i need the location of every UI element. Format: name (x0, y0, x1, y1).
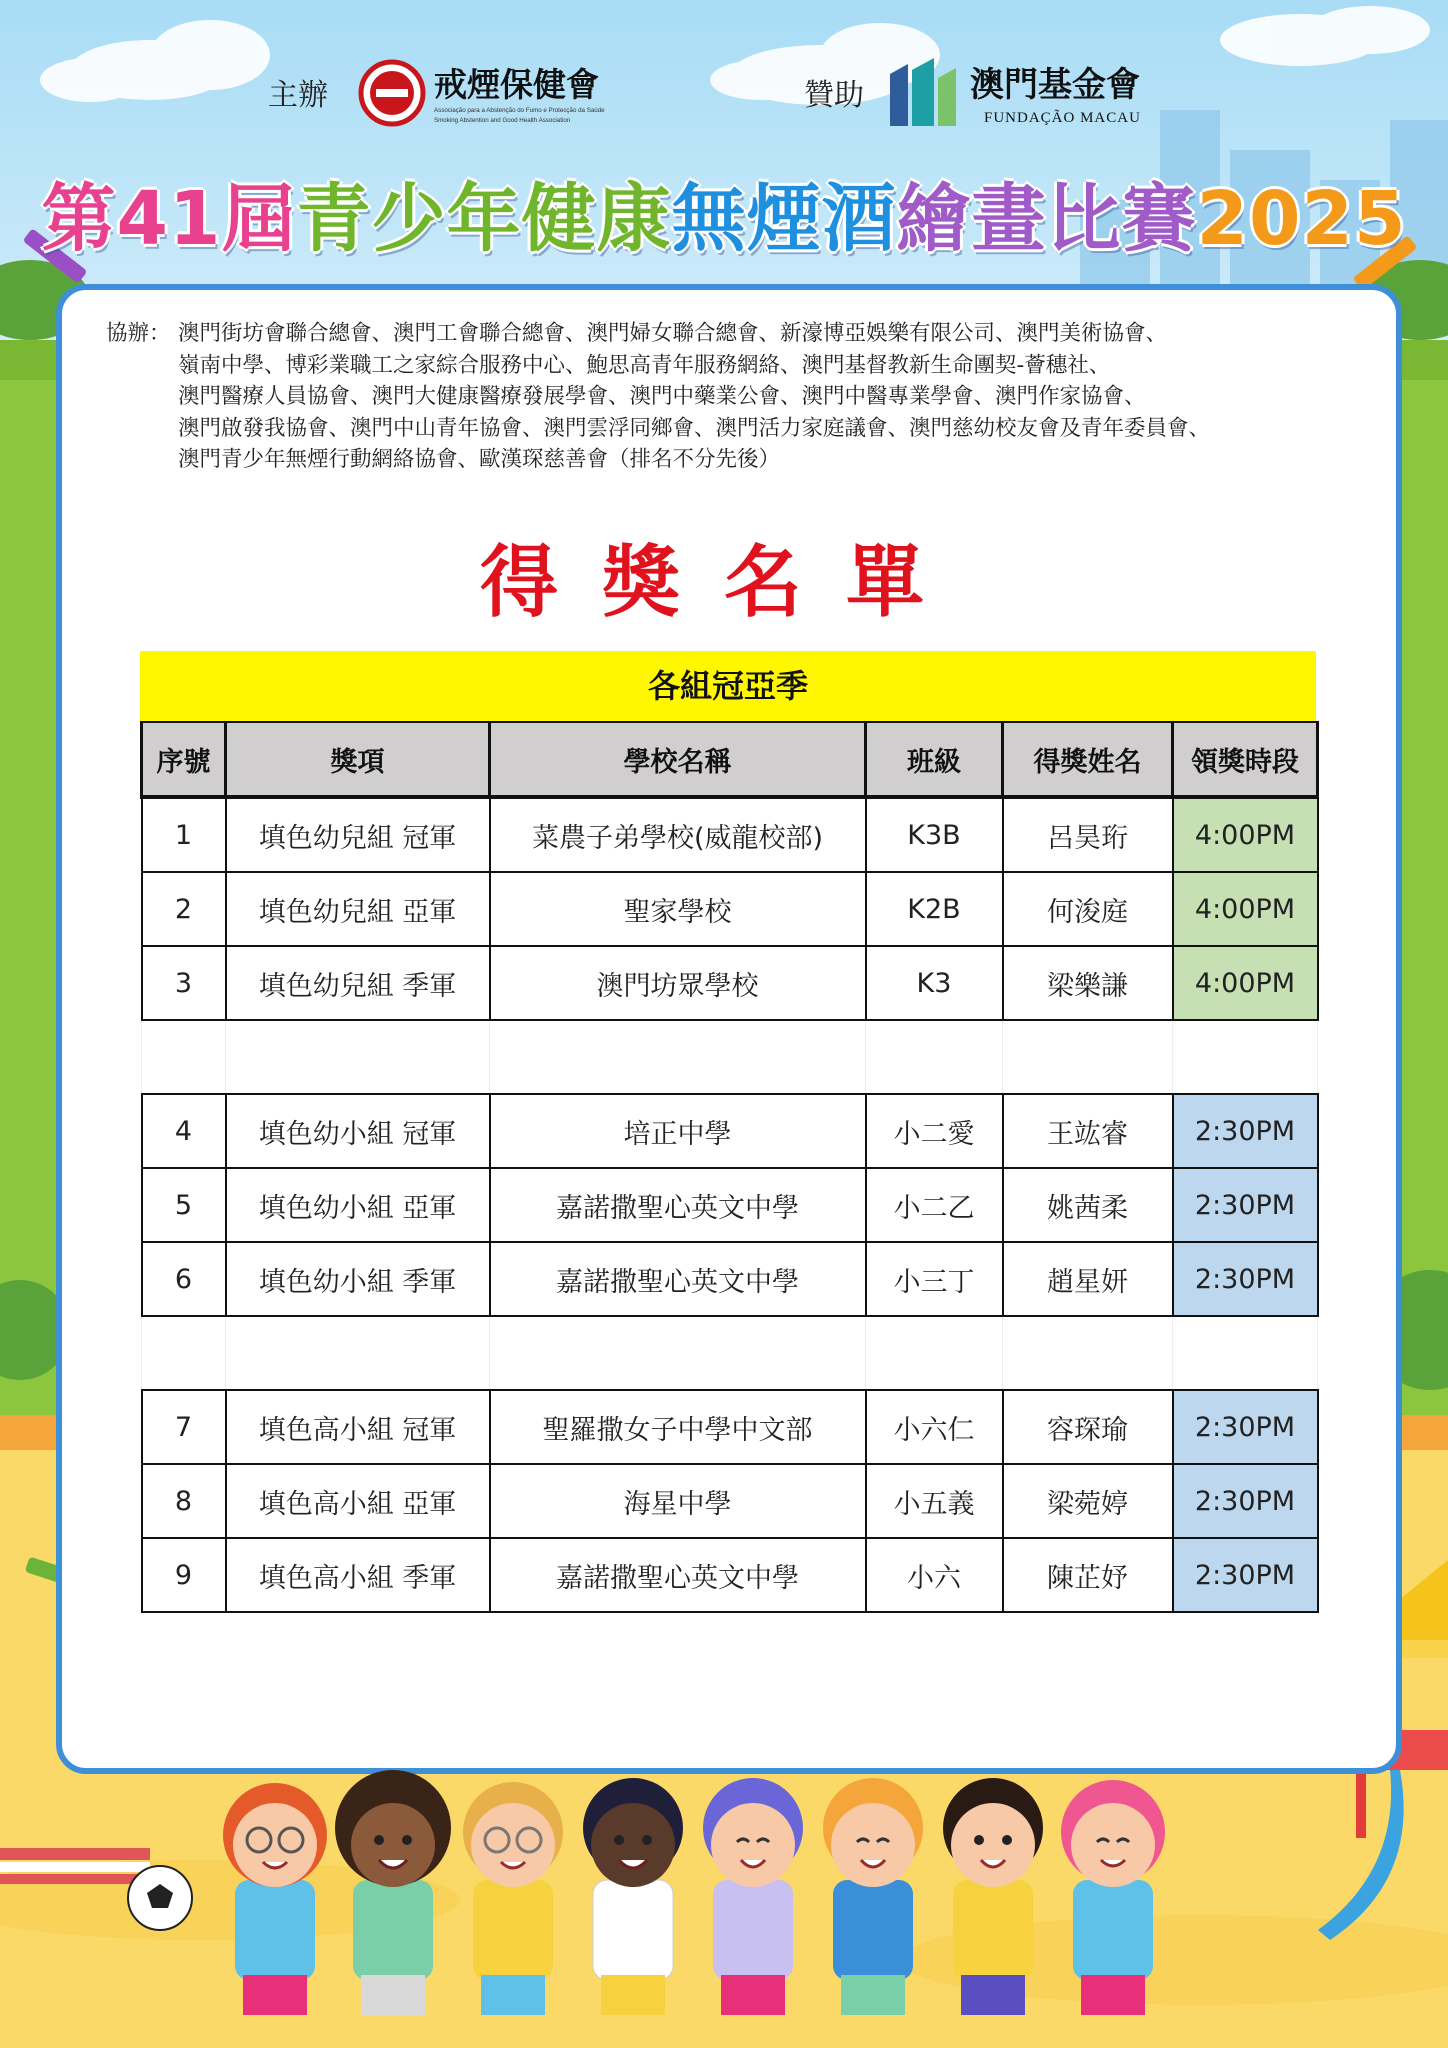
organizer-label: 主辦 (268, 78, 328, 113)
table-banner: 各組冠亞季 (140, 651, 1316, 721)
table-row (142, 1390, 1318, 1464)
column-header-time: 領獎時段 (1173, 722, 1318, 797)
cell-school: 澳門坊眾學校 (490, 946, 866, 1020)
child-figure-3 (463, 1782, 563, 2015)
cell-no: 7 (142, 1390, 226, 1464)
title-part-year: 2025 (1196, 176, 1407, 262)
table-row (142, 1464, 1318, 1538)
organizer-logo-name: 戒煙保健會 (434, 65, 599, 104)
co-organizers-line: 澳門街坊會聯合總會、澳門工會聯合總會、澳門婦女聯合總會、新濠博亞娛樂有限公司、澳門美術協會、 (178, 321, 1168, 346)
title-part-smoke-free: 無煙酒 (671, 176, 897, 262)
child-figure-2 (335, 1770, 451, 2015)
cell-time: 2:30PM (1173, 1538, 1318, 1612)
cell-school: 嘉諾撒聖心英文中學 (490, 1242, 866, 1316)
soccer-ball-icon (128, 1866, 192, 1930)
cell-award: 填色幼小組 冠軍 (226, 1094, 490, 1168)
co-organizers-line: 澳門啟發我協會、澳門中山青年協會、澳門雲浮同鄉會、澳門活力家庭議會、澳門慈幼校友會及青年委員會、 (178, 415, 1211, 441)
cell-time: 2:30PM (1173, 1464, 1318, 1538)
cell-name: 容琛瑜 (1003, 1390, 1173, 1464)
co-organizers-line: 澳門青少年無煙行動網絡協會、歐漢琛慈善會（排名不分先後） (178, 447, 781, 472)
cell-school: 嘉諾撒聖心英文中學 (490, 1538, 866, 1612)
cell-name: 王竑睿 (1003, 1094, 1173, 1168)
cell-award: 填色高小組 季軍 (226, 1538, 490, 1612)
cell-award: 填色幼兒組 亞軍 (226, 872, 490, 946)
cell-no: 3 (142, 946, 226, 1020)
title-part-drawing-contest: 繪畫比賽 (896, 176, 1197, 262)
cell-award: 填色幼小組 季軍 (226, 1242, 490, 1316)
cell-name: 呂昊珩 (1003, 797, 1173, 872)
cell-no: 9 (142, 1538, 226, 1612)
child-figure-1 (223, 1783, 327, 2015)
cell-time: 4:00PM (1173, 872, 1318, 946)
cell-class: 小二愛 (866, 1094, 1003, 1168)
child-figure-4 (583, 1778, 683, 2015)
cell-time: 4:00PM (1173, 946, 1318, 1020)
child-figure-8 (1061, 1780, 1165, 2015)
main-title (0, 160, 1448, 266)
cell-name: 梁菀婷 (1003, 1464, 1173, 1538)
child-figure-6 (823, 1778, 923, 2015)
table-row (142, 797, 1318, 872)
column-header-award: 獎項 (226, 722, 490, 797)
child-figure-7 (943, 1778, 1043, 2015)
cell-name: 趙星妍 (1003, 1242, 1173, 1316)
cell-school: 聖家學校 (490, 872, 866, 946)
co-organizers-line: 澳門醫療人員協會、澳門大健康醫療發展學會、澳門中藥業公會、澳門中醫專業學會、澳門作家協會、 (178, 384, 1146, 409)
table-row (142, 1538, 1318, 1612)
cell-no: 4 (142, 1094, 226, 1168)
cell-award: 填色高小組 亞軍 (226, 1464, 490, 1538)
cell-award: 填色幼小組 亞軍 (226, 1168, 490, 1242)
cell-school: 嘉諾撒聖心英文中學 (490, 1168, 866, 1242)
cell-class: K3 (866, 946, 1003, 1020)
child-figure-5 (703, 1778, 803, 2015)
cell-name: 梁樂謙 (1003, 946, 1173, 1020)
cell-school: 聖羅撒女子中學中文部 (490, 1390, 866, 1464)
organizer-logo (358, 56, 658, 130)
cell-time: 2:30PM (1173, 1094, 1318, 1168)
organizer-logo-subtitle-pt: Associação para a Abstenção do Fumo e Protecção da Saúde (434, 107, 605, 114)
cell-no: 8 (142, 1464, 226, 1538)
sponsor-logo-subtitle: FUNDAÇÃO MACAU (984, 110, 1141, 126)
cell-class: 小六仁 (866, 1390, 1003, 1464)
cell-award: 填色幼兒組 冠軍 (226, 797, 490, 872)
title-part-edition: 第41屆 (41, 176, 297, 262)
cell-class: K2B (866, 872, 1003, 946)
cell-time: 4:00PM (1173, 797, 1318, 872)
cell-time: 2:30PM (1173, 1390, 1318, 1464)
table-row (142, 872, 1318, 946)
cell-award: 填色幼兒組 季軍 (226, 946, 490, 1020)
cell-no: 6 (142, 1242, 226, 1316)
co-organizers-line: 嶺南中學、博彩業職工之家綜合服務中心、鮑思高青年服務網絡、澳門基督教新生命團契-薈穗社、 (178, 352, 1111, 378)
cell-name: 姚茜柔 (1003, 1168, 1173, 1242)
children-illustration (215, 1740, 1245, 2040)
cell-time: 2:30PM (1173, 1242, 1318, 1316)
sponsor-logo-name: 澳門基金會 (970, 65, 1140, 105)
column-header-no: 序號 (142, 722, 226, 797)
award-list-heading: 得獎名單 (479, 537, 968, 628)
table-row (142, 946, 1318, 1020)
cell-no: 5 (142, 1168, 226, 1242)
table-header-row (142, 722, 1318, 797)
cell-time: 2:30PM (1173, 1168, 1318, 1242)
title-part-youth-health: 青少年健康 (296, 176, 672, 262)
cell-no: 2 (142, 872, 226, 946)
sponsor-logo (886, 56, 1186, 130)
table-spacer-row (142, 1020, 1318, 1094)
cell-school: 培正中學 (490, 1094, 866, 1168)
table-row (142, 1168, 1318, 1242)
cell-class: 小五義 (866, 1464, 1003, 1538)
table-spacer-row (142, 1316, 1318, 1390)
header (0, 52, 1448, 132)
cell-award: 填色高小組 冠軍 (226, 1390, 490, 1464)
cell-class: 小二乙 (866, 1168, 1003, 1242)
column-header-name: 得獎姓名 (1003, 722, 1173, 797)
cell-school: 菜農子弟學校(威龍校部) (490, 797, 866, 872)
cell-no: 1 (142, 797, 226, 872)
organizer-logo-subtitle-en: Smoking Abstention and Good Health Association (434, 117, 571, 124)
cell-name: 陳芷妤 (1003, 1538, 1173, 1612)
cell-class: 小三丁 (866, 1242, 1003, 1316)
winners-table (140, 721, 1319, 1613)
column-header-class: 班級 (866, 722, 1003, 797)
column-header-school: 學校名稱 (490, 722, 866, 797)
winners-table-section (140, 651, 1316, 1613)
cell-name: 何浚庭 (1003, 872, 1173, 946)
cell-class: K3B (866, 797, 1003, 872)
cell-school: 海星中學 (490, 1464, 866, 1538)
co-organizers-label: 協辦： (106, 321, 171, 346)
sponsor-label: 贊助 (804, 78, 864, 113)
table-row (142, 1094, 1318, 1168)
cell-class: 小六 (866, 1538, 1003, 1612)
table-row (142, 1242, 1318, 1316)
